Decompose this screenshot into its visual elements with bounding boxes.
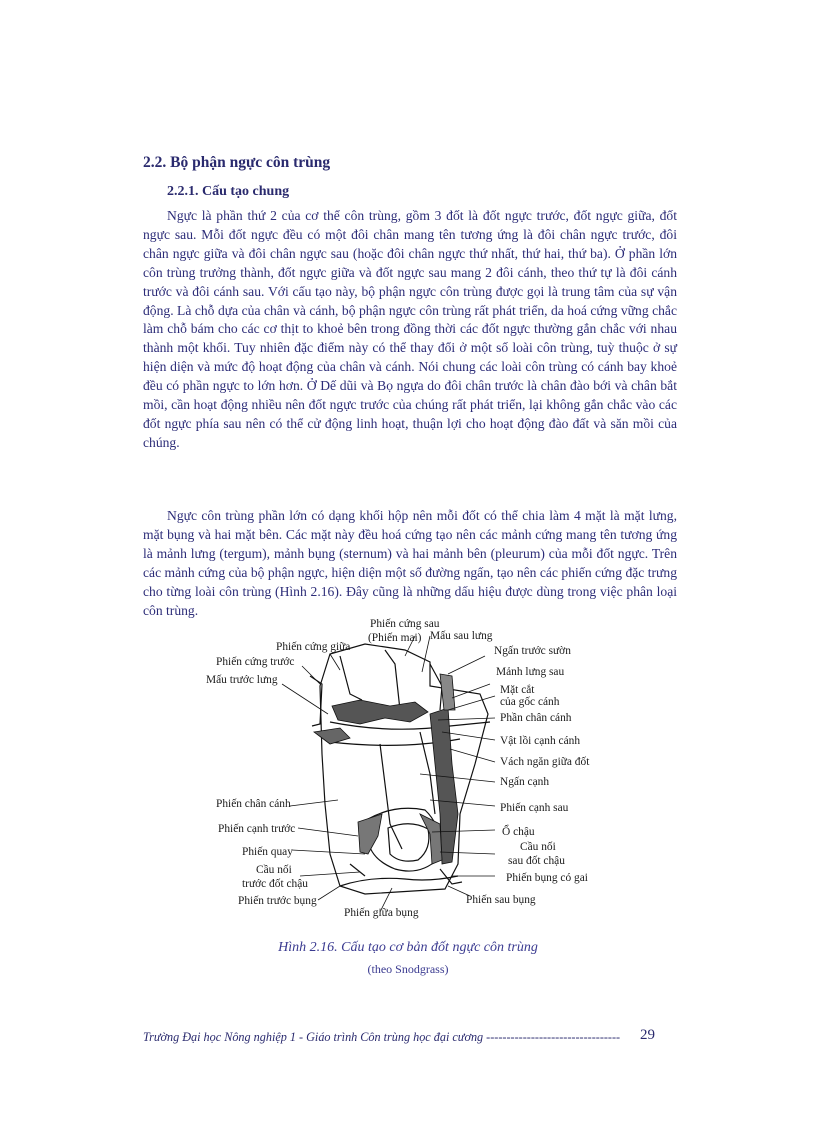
figure-caption: Hình 2.16. Cấu tạo cơ bản đốt ngực côn trùng	[278, 940, 538, 955]
label-vach-ngan-giua-dot: Vách ngăn giữa đốt	[500, 756, 590, 768]
shaded-coxa	[358, 814, 382, 854]
label-phien-mai: (Phiến mai)	[368, 632, 422, 644]
figure-source: (theo Snodgrass)	[367, 962, 449, 976]
thorax-outline	[320, 644, 488, 894]
label-phien-cung-giua: Phiến cứng giữa	[276, 641, 351, 653]
label-cau-noi-2: Cầu nối	[256, 864, 292, 876]
label-truoc-dot-chau: trước đốt chậu	[242, 878, 308, 890]
label-mau-sau-lung: Mấu sau lưng	[430, 630, 493, 642]
label-phan-chan-canh: Phần chân cánh	[500, 712, 572, 724]
label-ngan-truoc-suon: Ngấn trước sườn	[494, 645, 571, 657]
subsection-heading: 2.2.1. Cấu tạo chung	[167, 184, 290, 199]
paragraph-1: Ngực là phần thứ 2 của cơ thể côn trùng, gồm 3 đốt là đốt ngực trước, đốt ngực giữa, đốt ngực sau. Mỗi đốt ngực đều có một đôi chân mang tên tương ứng là đôi chân ngực trước, đôi chân ngực giữa và đôi chân ngực sau (hoặc đôi chân ngực thứ nhất, thứ hai, thứ ba). Ở phần lớn côn trùng trưởng thành, đốt ngực giữa và đốt ngực sau mang 2 đôi cánh, theo thứ tự là đôi cánh trước và đôi cánh sau. Với cấu tạo này, bộ phận ngực côn trùng được gọi là trung tâm của sự vận động. Là chỗ dựa của chân và cánh, bộ phận ngực côn trùng rất phát triển, da hoá cứng vững chắc làm chỗ bám cho các cơ thịt to khoẻ bên trong đồng thời các đốt ngực thường gắn chắc với nhau thành một khối. Tuy nhiên đặc điểm này có thể thay đổi ở một số loài côn trùng, tuỳ thuộc ở sự hiện diện và mức độ hoạt động của chân và cánh. Nói chung các loài côn trùng có cánh bay khoẻ đều có phần ngực to lớn hơn. Ở Dế dũi và Bọ ngựa do đôi chân trước là chân đào bới và chân bắt mồi, cần hoạt động nhiều nên đốt ngực trước của chúng rất phát triển, lại không gắn chắc vào các đốt ngực phía sau nên có thể cử động linh hoạt, thuận lợi cho hoạt động đào đất và săn mồi của chúng.	[143, 208, 677, 450]
page-number: 29	[640, 1027, 655, 1043]
label-mau-truoc-lung: Mấu trước lưng	[206, 674, 278, 686]
paragraph-2: Ngực côn trùng phần lớn có dạng khối hộp nên mỗi đốt có thể chia làm 4 mặt là mặt lưng, mặt bụng và hai mặt bên. Các mặt này đều hoá cứng tạo nên các mảnh cứng mang tên tương ứng là mảnh lưng (tergum), mảnh bụng (sternum) và hai mảnh bên (pleurum) của mỗi đốt ngực. Trên các mảnh cứng của bộ phận ngực, hiện diện một số đường ngấn, tạo nên các phiến cứng đặc trưng cho từng loài côn trùng (Hình 2.16). Đây cũng là những dấu hiệu được dùng trong việc phân loại côn trùng.	[143, 508, 677, 618]
label-phien-cung-sau: Phiến cứng sau	[370, 618, 440, 630]
label-vat-loi-canh-canh: Vật lồi cạnh cánh	[500, 735, 581, 747]
label-cau-noi: Cầu nối	[520, 841, 556, 853]
label-phien-bung-co-gai: Phiến bụng có gai	[506, 872, 588, 884]
label-phien-canh-truoc: Phiến cạnh trước	[218, 823, 296, 835]
label-cua-goc-canh: của gốc cánh	[500, 696, 560, 708]
label-manh-lung-sau: Mảnh lưng sau	[496, 666, 565, 678]
section-heading: 2.2. Bộ phận ngực côn trùng	[143, 154, 331, 171]
label-sau-dot-chau: sau đốt chậu	[508, 855, 565, 867]
label-mat-cat: Mặt cắt	[500, 684, 535, 696]
thorax-figure	[190, 614, 620, 924]
label-phien-truoc-bung: Phiến trước bụng	[238, 895, 317, 907]
label-ngan-canh: Ngấn cạnh	[500, 776, 550, 788]
label-phien-canh-sau: Phiến cạnh sau	[500, 802, 569, 814]
shaded-notal-plate	[332, 700, 428, 724]
label-phien-chan-canh: Phiến chân cánh	[216, 798, 291, 810]
label-phien-cung-truoc: Phiến cứng trước	[216, 656, 295, 668]
label-phien-giua-bung: Phiến giữa bụng	[344, 907, 419, 919]
label-phien-sau-bung: Phiến sau bụng	[466, 894, 536, 906]
label-phien-quay: Phiến quay	[242, 846, 293, 858]
label-o-chau: Ổ chậu	[502, 826, 535, 838]
page-footer: Trường Đại học Nông nghiệp 1 - Giáo trình Côn trùng học đại cương ---------------------------------	[143, 1030, 621, 1044]
